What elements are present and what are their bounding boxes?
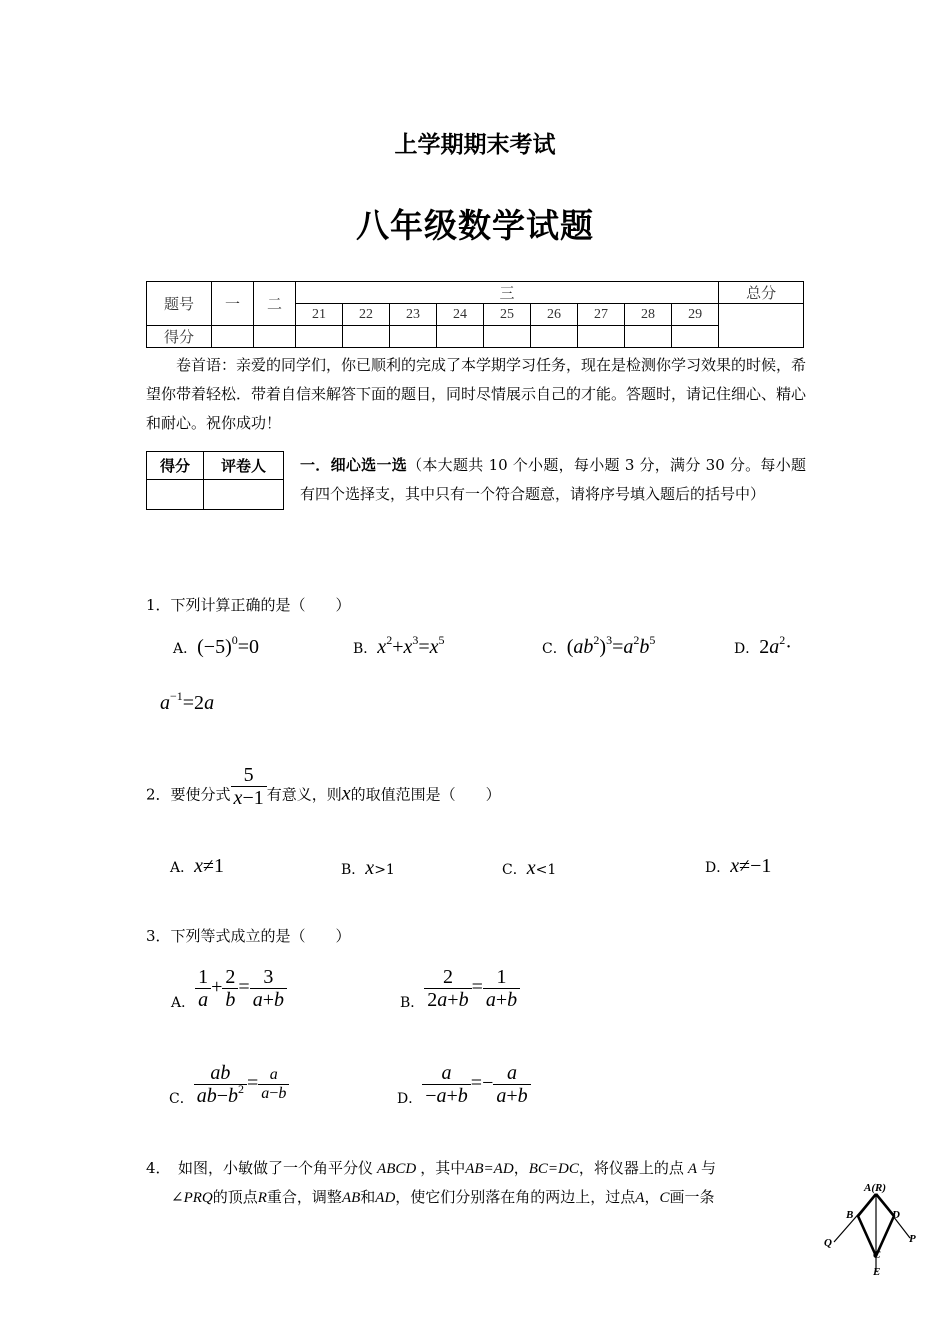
q2-option-c-value: <1 xyxy=(535,862,557,878)
grader-box xyxy=(146,451,284,510)
q4-line-1-text: ，其中 xyxy=(420,1159,466,1177)
q4-point-a: A xyxy=(635,1190,645,1206)
section-1-heading xyxy=(300,451,806,509)
q2-stem-mid: 有意义，则 xyxy=(266,785,342,804)
q1-option-c-label: C． xyxy=(542,641,567,657)
score-cell[interactable] xyxy=(437,326,484,348)
score-table-sub-number: 26 xyxy=(531,304,578,326)
q1-option-b: B．$x^2+x^3=x^5$ xyxy=(353,633,445,658)
q4-equation-bc-dc: BC=DC xyxy=(528,1161,579,1177)
score-cell[interactable] xyxy=(672,326,719,348)
grader-name-label: 评卷人 xyxy=(204,452,284,480)
q4-line-2-text: 的顶点 xyxy=(212,1188,258,1206)
q3-option-c-label: C． xyxy=(169,1091,194,1108)
q2-option-d: D．x≠−1 xyxy=(705,855,772,877)
q2-option-a: A．x≠1 xyxy=(170,855,224,877)
q4-line-1 xyxy=(146,1157,716,1178)
q2-stem-prefix: 2．要使分式 xyxy=(146,785,231,804)
grader-name-cell[interactable] xyxy=(204,480,284,510)
q2-option-b: B．x>1 xyxy=(341,857,395,879)
score-cell[interactable] xyxy=(212,326,254,348)
q1-option-c: C．$(ab^2)^3=a^2b^5$ xyxy=(542,633,656,658)
score-table-sub-number: 24 xyxy=(437,304,484,326)
q4-line-2-text: ， xyxy=(644,1188,660,1206)
q4-line-1-text: ，将仪器上的点 xyxy=(578,1159,684,1177)
score-table xyxy=(146,281,804,348)
q2-option-b-label: B． xyxy=(341,862,366,878)
q4-point-c: C xyxy=(659,1190,670,1206)
score-table-sub-number: 23 xyxy=(390,304,437,326)
intro-text: 卷首语：亲爱的同学们，你已顺利的完成了本学期学习任务，现在是检测你学习效果的时候，希望你带着轻松．带着自信来解答下面的题目，同时尽情展示自己的才能。答题时，请记住细心、精心和耐心。祝你成功！ xyxy=(146,356,807,432)
section-1-title: 一．细心选一选 xyxy=(300,456,408,474)
score-cell[interactable] xyxy=(254,326,296,348)
score-table-sub-number: 28 xyxy=(625,304,672,326)
q3-option-d: D． $\frac{a}{-a+b}$ =− $\frac{a}{a+b}$ xyxy=(397,1062,531,1108)
score-table-total-cell[interactable] xyxy=(719,304,804,348)
q4-line-2-text: ，使它们分别落在角的两边上，过点 xyxy=(395,1188,636,1206)
q4-line-2-text: 和 xyxy=(360,1188,376,1206)
grader-score-label: 得分 xyxy=(147,452,204,480)
q4-line-1-text: ， xyxy=(513,1159,529,1177)
score-cell[interactable] xyxy=(390,326,437,348)
score-cell[interactable] xyxy=(296,326,343,348)
q1-option-b-label: B． xyxy=(353,641,378,657)
q1-option-d-continued: $a^{-1}=2a$ xyxy=(160,689,215,714)
q2-option-b-value: >1 xyxy=(374,862,395,878)
q3-option-d-label: D． xyxy=(397,1091,423,1108)
score-table-score-label: 得分 xyxy=(147,326,212,348)
q3-option-c: C． $\frac{ab}{ab-b^2}$ = $\frac{a}{a-b}$ xyxy=(169,1062,289,1108)
label-b: B xyxy=(846,1209,854,1221)
label-q: Q xyxy=(824,1237,832,1249)
score-cell[interactable] xyxy=(578,326,625,348)
q4-segment-ab: AB xyxy=(341,1190,361,1206)
score-cell[interactable] xyxy=(343,326,390,348)
q4-point-r: R xyxy=(257,1190,267,1206)
score-cell[interactable] xyxy=(531,326,578,348)
score-table-sub-number: 22 xyxy=(343,304,390,326)
score-table-sub-number: 21 xyxy=(296,304,343,326)
q3-option-b: B． $\frac{2}{2a+b}$ = $\frac{1}{a+b}$ xyxy=(400,966,520,1012)
q3-option-a: A． $\frac{1}{a}$ + $\frac{2}{b}$ = $\frac{3}{a+b}$ xyxy=(171,966,287,1012)
score-table-col-one: 一 xyxy=(212,282,254,326)
exam-title: 八年级数学试题 xyxy=(356,206,594,245)
score-table-total-label: 总分 xyxy=(719,282,804,304)
q2-stem-suffix: 的取值范围是（ ） xyxy=(350,785,501,804)
q2-option-c: C．x<1 xyxy=(502,857,557,879)
q1-option-a: A．$(-5)^0=0$ xyxy=(173,633,260,658)
q1-stem: 1．下列计算正确的是（ ） xyxy=(146,596,351,614)
q2-option-d-label: D． xyxy=(705,860,731,876)
label-c: C xyxy=(873,1249,881,1261)
q2-stem: 2．要使分式 $\frac{5}{x-1}$ 有意义，则x的取值范围是（ ） xyxy=(146,764,501,809)
q1-option-d: D．$2a^2\cdot$ xyxy=(734,633,792,658)
score-cell[interactable] xyxy=(484,326,531,348)
q2-option-c-label: C． xyxy=(502,862,527,878)
q4-quadrilateral-name: ABCD xyxy=(377,1161,417,1177)
q4-line-2-text: 重合，调整 xyxy=(266,1188,342,1206)
score-table-question-no-label: 题号 xyxy=(147,282,212,326)
angle-bisector-figure xyxy=(818,1180,922,1280)
q4-line-2-text: 画一条 xyxy=(669,1188,715,1206)
grader-score-cell[interactable] xyxy=(147,480,204,510)
section-1-description: （本大题共 10 个小题，每小题 3 分，满分 30 分。每小题有四个选择支，其中只有一个符合题意，请将序号填入题后的括号中） xyxy=(300,456,806,503)
q4-line-1-text: 与 xyxy=(701,1159,717,1177)
label-e: E xyxy=(873,1266,881,1278)
intro-paragraph xyxy=(146,351,806,438)
q4-line-2 xyxy=(171,1186,715,1207)
q2-fraction-numerator: 5 xyxy=(243,764,254,786)
score-table-sub-number: 27 xyxy=(578,304,625,326)
q4-equation-ab-ad: AB=AD xyxy=(465,1161,514,1177)
score-cell[interactable] xyxy=(625,326,672,348)
label-p: P xyxy=(909,1233,916,1245)
q4-line-1-text: 4． 如图，小敏做了一个角平分仪 xyxy=(146,1159,374,1177)
q2-option-a-label: A． xyxy=(170,860,195,876)
q3-option-b-label: B． xyxy=(400,995,425,1012)
exam-subtitle: 上学期期末考试 xyxy=(394,131,556,158)
q4-point-a: A xyxy=(687,1161,698,1177)
q4-angle: ∠PRQ xyxy=(171,1190,213,1206)
q4-segment-ad: AD xyxy=(375,1190,396,1206)
q1-option-a-label: A． xyxy=(173,641,198,657)
label-d: D xyxy=(892,1209,900,1221)
score-table-sub-number: 25 xyxy=(484,304,531,326)
score-table-col-two: 二 xyxy=(254,282,296,326)
score-table-sub-number: 29 xyxy=(672,304,719,326)
q1-option-d-label: D． xyxy=(734,641,760,657)
score-table-col-three: 三 xyxy=(296,282,719,304)
q3-stem: 3．下列等式成立的是（ ） xyxy=(146,927,351,945)
q3-option-a-label: A． xyxy=(171,995,196,1012)
label-ar: A(R) xyxy=(864,1182,886,1194)
